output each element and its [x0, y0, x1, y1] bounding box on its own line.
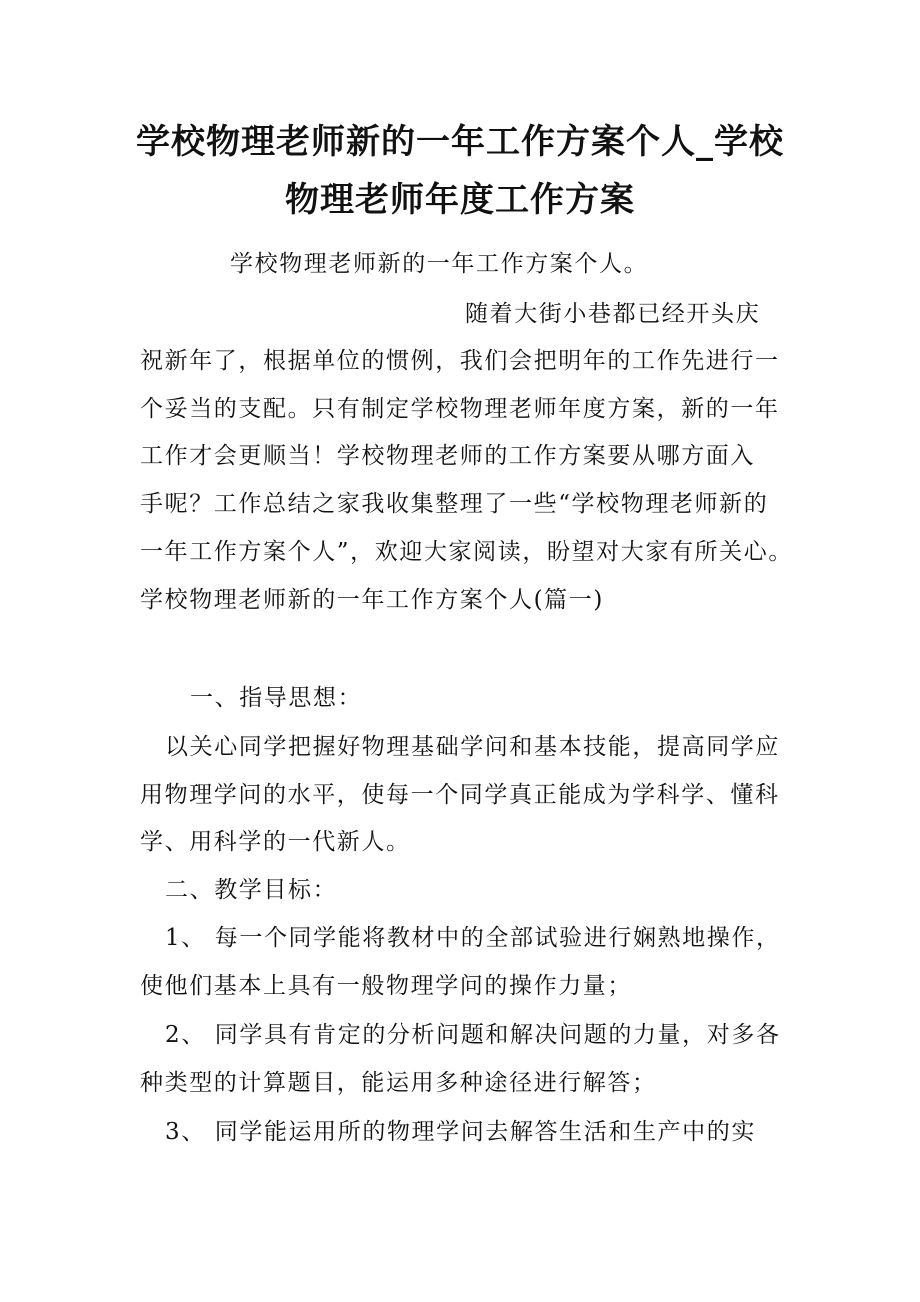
section1-line: 用物理学问的水平，使每一个同学真正能成为学科学、懂科	[140, 782, 780, 808]
intro-line: 祝新年了，根据单位的惯例，我们会把明年的工作先进行一	[140, 348, 780, 374]
intro-line: 工作才会更顺当！学校物理老师的工作方案要从哪方面入	[140, 443, 755, 469]
section1-line: 学、用科学的一代新人。	[140, 829, 411, 855]
goal-item-1-line: 1、 每一个同学能将教材中的全部试验进行娴熟地操作，	[165, 925, 781, 951]
intro-line: 学校物理老师新的一年工作方案个人(篇一)	[140, 587, 604, 613]
document-title-line-1: 学校物理老师新的一年工作方案个人_学校	[136, 122, 784, 162]
goal-item-1-line: 使他们基本上具有一般物理学问的操作力量；	[140, 973, 632, 999]
intro-line: 一年工作方案个人”，欢迎大家阅读，盼望对大家有所关心。	[140, 539, 793, 565]
goal-item-3-line: 3、 同学能运用所的物理学问去解答生活和生产中的实	[165, 1119, 756, 1145]
intro-line: 个妥当的支配。只有制定学校物理老师年度方案，新的一年	[140, 396, 780, 422]
intro-line: 随着大街小巷都已经开头庆	[465, 301, 761, 327]
document-title-line-2: 物理老师年度工作方案	[285, 180, 635, 220]
intro-line: 手呢？工作总结之家我收集整理了一些“学校物理老师新的	[140, 491, 769, 517]
section-heading-guiding-ideology: 一、指导思想：	[190, 685, 363, 711]
goal-item-2-line: 种类型的计算题目，能运用多种途径进行解答；	[140, 1070, 657, 1096]
goal-item-2-line: 2、 同学具有肯定的分析问题和解决问题的力量，对多各	[165, 1022, 781, 1048]
document-subtitle: 学校物理老师新的一年工作方案个人。	[230, 251, 649, 277]
section1-line: 以关心同学把握好物理基础学问和基本技能，提高同学应	[165, 734, 780, 760]
section-heading-teaching-goals: 二、教学目标：	[165, 877, 338, 903]
